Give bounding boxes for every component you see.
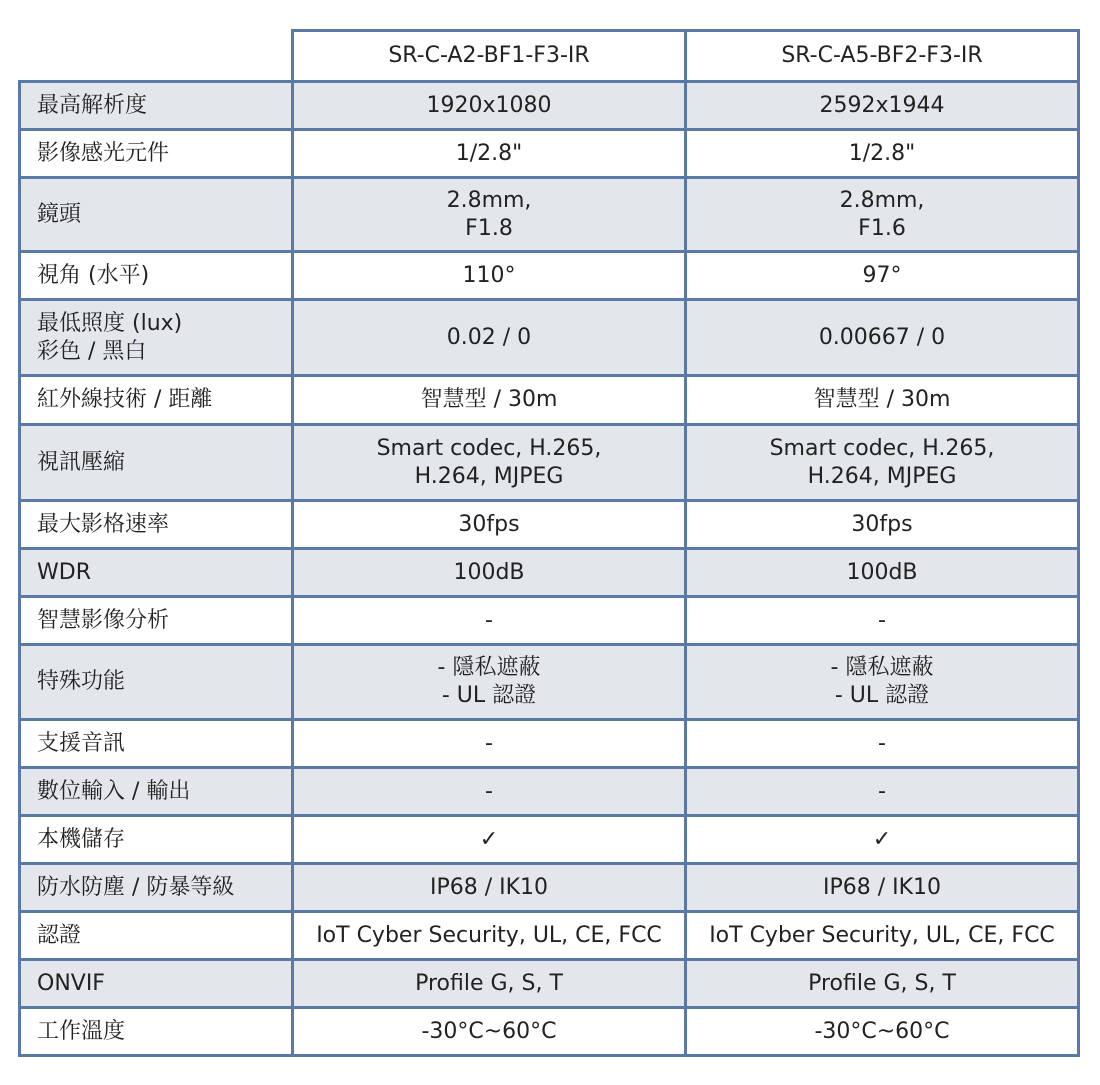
spec-label: 支援音訊 (20, 720, 293, 768)
spec-row-video-compression (20, 425, 1079, 501)
spec-value: - 隱私遮蔽 - UL 認證 (686, 645, 1079, 720)
spec-row-max-resolution (20, 82, 1079, 130)
spec-value: IoT Cyber Security, UL, CE, FCC (293, 912, 686, 960)
spec-value: - (686, 768, 1079, 816)
spec-value: -30°C~60°C (293, 1008, 686, 1056)
spec-value: 100dB (686, 549, 1079, 597)
spec-label: ONVIF (20, 960, 293, 1008)
spec-label: 最低照度 (lux) 彩色 / 黑白 (20, 300, 293, 376)
spec-label: 工作溫度 (20, 1008, 293, 1056)
spec-value: 0.00667 / 0 (686, 300, 1079, 376)
spec-value: 智慧型 / 30m (686, 376, 1079, 425)
spec-value: 智慧型 / 30m (293, 376, 686, 425)
spec-value: - (293, 597, 686, 645)
spec-value: 0.02 / 0 (293, 300, 686, 376)
spec-value: 97° (686, 252, 1079, 300)
spec-value: 2.8mm, F1.6 (686, 178, 1079, 252)
spec-label: 視訊壓縮 (20, 425, 293, 501)
spec-value: 30fps (686, 501, 1079, 549)
spec-row-frame-rate (20, 501, 1079, 549)
spec-value: - (293, 720, 686, 768)
spec-label: 影像感光元件 (20, 130, 293, 178)
spec-value: 1/2.8" (293, 130, 686, 178)
spec-value: 30fps (293, 501, 686, 549)
spec-value: Smart codec, H.265, H.264, MJPEG (293, 425, 686, 501)
spec-label: 認證 (20, 912, 293, 960)
spec-row-image-sensor (20, 130, 1079, 178)
spec-value: 100dB (293, 549, 686, 597)
spec-row-onvif (20, 960, 1079, 1008)
spec-value: IP68 / IK10 (686, 864, 1079, 912)
spec-value: 1/2.8" (686, 130, 1079, 178)
spec-value: - 隱私遮蔽 - UL 認證 (293, 645, 686, 720)
spec-label: 視角 (水平) (20, 252, 293, 300)
spec-value: -30°C~60°C (686, 1008, 1079, 1056)
spec-value: - (686, 720, 1079, 768)
spec-value: 110° (293, 252, 686, 300)
spec-value: - (293, 768, 686, 816)
header-row (20, 31, 1079, 82)
spec-label: WDR (20, 549, 293, 597)
check-mark-icon: ✓ (293, 816, 686, 864)
model-header: SR-C-A2-BF1-F3-IR (293, 31, 686, 82)
spec-row-certification (20, 912, 1079, 960)
spec-label: 防水防塵 / 防暴等級 (20, 864, 293, 912)
spec-row-view-angle (20, 252, 1079, 300)
spec-label: 鏡頭 (20, 178, 293, 252)
spec-value: IoT Cyber Security, UL, CE, FCC (686, 912, 1079, 960)
spec-row-smart-analytics (20, 597, 1079, 645)
spec-label: 本機儲存 (20, 816, 293, 864)
spec-label: 智慧影像分析 (20, 597, 293, 645)
spec-value: 2592x1944 (686, 82, 1079, 130)
spec-row-special-features (20, 645, 1079, 720)
spec-value: Profile G, S, T (686, 960, 1079, 1008)
model-header: SR-C-A5-BF2-F3-IR (686, 31, 1079, 82)
spec-value: 2.8mm, F1.8 (293, 178, 686, 252)
spec-row-min-illumination (20, 300, 1079, 376)
spec-row-audio (20, 720, 1079, 768)
spec-value: Smart codec, H.265, H.264, MJPEG (686, 425, 1079, 501)
spec-row-local-storage (20, 816, 1079, 864)
spec-value: 1920x1080 (293, 82, 686, 130)
check-mark-icon: ✓ (686, 816, 1079, 864)
spec-row-operating-temperature (20, 1008, 1079, 1056)
spec-row-wdr (20, 549, 1079, 597)
spec-row-digital-io (20, 768, 1079, 816)
spec-row-lens (20, 178, 1079, 252)
spec-row-protection-rating (20, 864, 1079, 912)
spec-value: IP68 / IK10 (293, 864, 686, 912)
header-corner-cell (20, 31, 293, 82)
spec-label: 紅外線技術 / 距離 (20, 376, 293, 425)
spec-value: - (686, 597, 1079, 645)
spec-label: 最高解析度 (20, 82, 293, 130)
spec-label: 數位輸入 / 輸出 (20, 768, 293, 816)
spec-comparison-table (18, 29, 1080, 1057)
spec-value: Profile G, S, T (293, 960, 686, 1008)
spec-label: 最大影格速率 (20, 501, 293, 549)
spec-label: 特殊功能 (20, 645, 293, 720)
spec-row-ir-technology (20, 376, 1079, 425)
